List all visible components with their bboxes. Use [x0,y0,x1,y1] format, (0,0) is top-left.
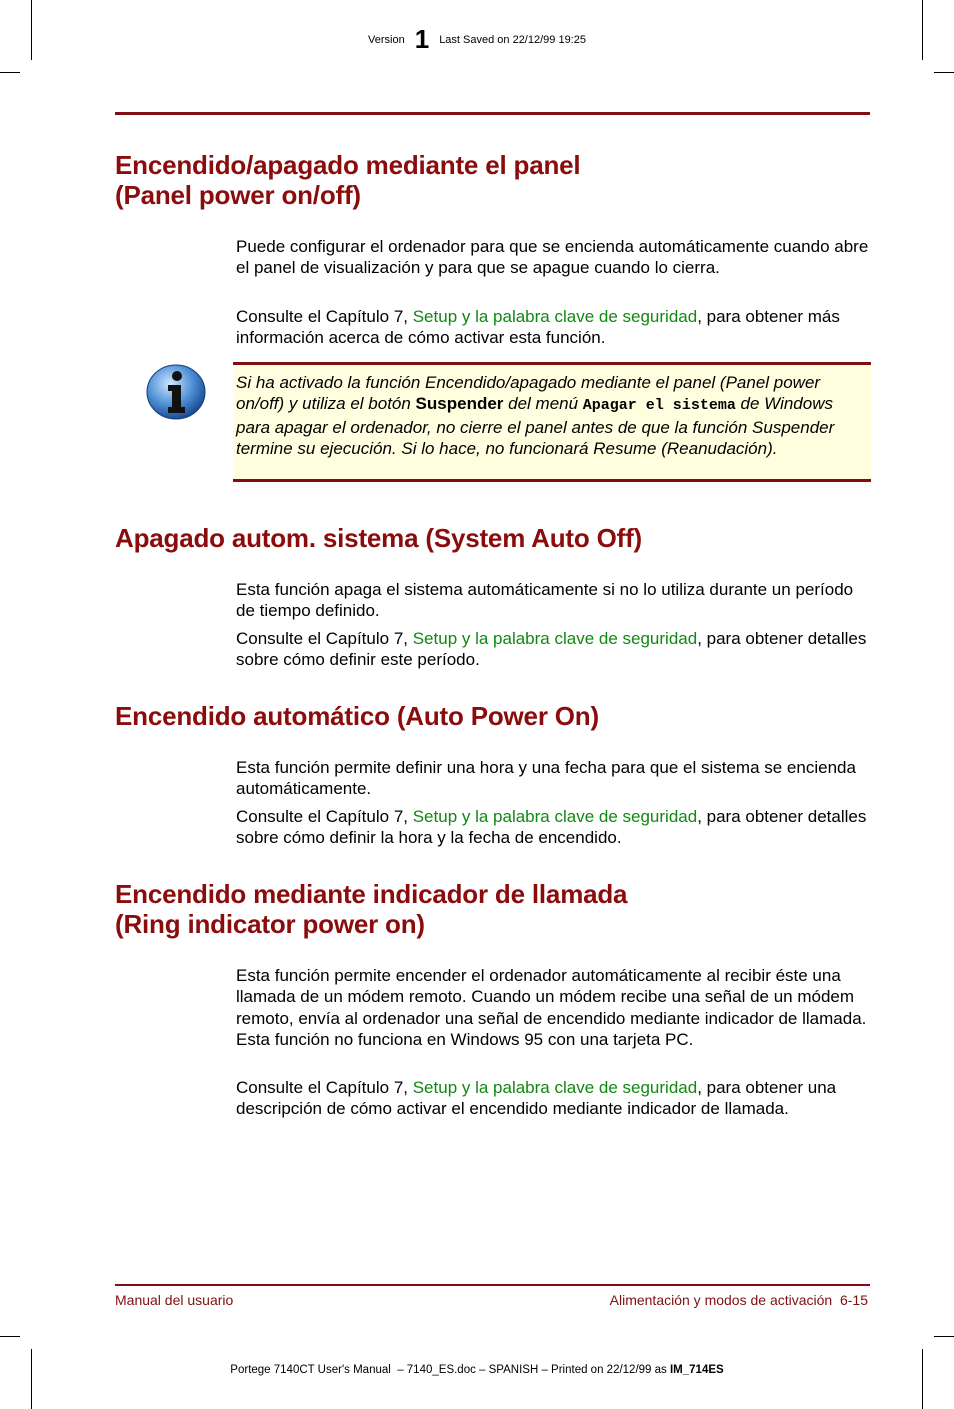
print-info-id: IM_714ES [669,1364,724,1376]
chapter-link[interactable]: Setup y la palabra clave de seguridad [412,807,698,826]
section-title-line: (Ring indicator power on) [115,909,425,939]
section-title-panel-power [115,150,855,210]
footer-right: Alimentación y modos de activación 6-15 [609,1292,868,1308]
text: Consulte el Capítulo 7, [236,307,413,326]
print-info-text: Portege 7140CT User's Manual – 7140_ES.doc – SPANISH – Printed on 22/12/99 as [230,1364,670,1376]
section-title-line: Encendido mediante indicador de llamada [115,879,628,909]
page-header [0,24,954,55]
chapter-link[interactable]: Setup y la palabra clave de seguridad [412,629,698,648]
version-label: Version [368,34,405,46]
last-saved: Last Saved on 22/12/99 19:25 [439,34,586,46]
text: , para obtener detalles sobre cómo definir este período. [236,629,867,670]
paragraph [236,1077,876,1120]
text: Si ha activado la función Encendido/apagado mediante el panel (Panel power on/off) y utiliza el botón [236,373,821,414]
paragraph [236,306,876,349]
text: Suspender [415,394,504,414]
crop-mark [0,1336,20,1337]
text: , para obtener una descripción de cómo activar el encendido mediante indicador de llamada. [236,1078,837,1119]
text: , para obtener más información acerca de cómo activar esta función. [236,307,840,348]
paragraph [236,628,876,671]
text: Consulte el Capítulo 7, [236,629,413,648]
paragraph: Esta función permite definir una hora y una fecha para que el sistema se encienda automáticamente. [236,758,856,799]
section-title-line: Encendido/apagado mediante el panel [115,150,581,180]
top-rule [115,112,870,115]
section-title-line: Encendido automático (Auto Power On) [115,701,599,731]
paragraph: Esta función permite encender el ordenador automáticamente al recibir éste una llamada de un módem remoto. Cuando un módem recibe una señal de un módem remoto, envía al ordenador una señal de encendido mediante indicador de llamada. Esta función no funciona en Windows 95 con una tarjeta PC. [236,966,867,1049]
footer-rule [115,1284,870,1286]
paragraph [236,806,876,849]
paragraph: Puede configurar el ordenador para que se encienda automáticamente cuando abre el panel de visualización y para que se apague cuando lo cierra. [236,237,869,278]
crop-mark [0,72,20,73]
crop-mark [31,1349,32,1409]
note-box [233,362,871,482]
text: de Windows para apagar el ordenador, no cierre el panel antes de que la función Suspender termine su ejecución. Si lo hace, no funcionará Resume (Reanudación). [236,394,835,458]
footer-left: Manual del usuario [115,1292,234,1308]
text: Consulte el Capítulo 7, [236,807,413,826]
crop-mark [934,1336,954,1337]
section-title-system-auto-off [115,523,855,553]
crop-mark [934,72,954,73]
print-info [0,1364,954,1376]
menu-name: Apagar el sistema [582,397,736,415]
section-title-line: Apagado autom. sistema (System Auto Off) [115,523,642,553]
section-title-ring-indicator [115,879,855,939]
section-title-line: (Panel power on/off) [115,180,361,210]
crop-mark [922,1349,923,1409]
text: del menú [503,394,583,414]
text: , para obtener detalles sobre cómo definir la hora y la fecha de encendido. [236,807,867,848]
chapter-link[interactable]: Setup y la palabra clave de seguridad [412,1078,698,1097]
paragraph: Esta función apaga el sistema automáticamente si no lo utiliza durante un período de tiempo definido. [236,580,854,621]
section-title-auto-power-on [115,701,855,731]
info-icon [146,364,206,422]
text: Consulte el Capítulo 7, [236,1078,413,1097]
version-number: 1 [414,24,430,54]
note-text [236,372,866,459]
chapter-link[interactable]: Setup y la palabra clave de seguridad [412,307,698,326]
